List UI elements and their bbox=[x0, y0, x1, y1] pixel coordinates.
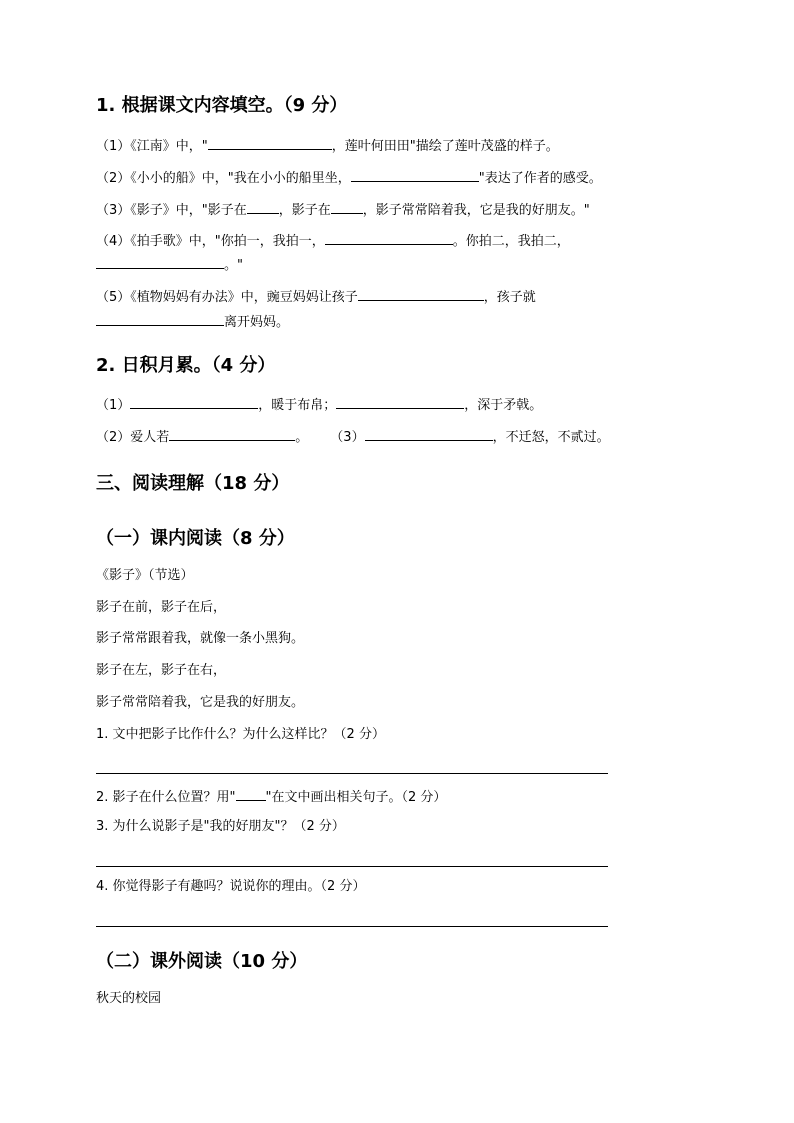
poem-line: 影子常常跟着我，就像一条小黑狗。 bbox=[96, 631, 305, 646]
s2-q2-text-a: （2）爱人若 bbox=[96, 430, 170, 445]
s2-q3-text-a: （3） bbox=[330, 430, 365, 445]
part2-passage-title: 秋天的校园 bbox=[96, 991, 162, 1006]
s1-q1-text-b: ，莲叶何田田"描绘了莲叶茂盛的样子。 bbox=[331, 139, 559, 154]
part1-q2-text-b: "在文中画出相关句子。（2 分） bbox=[265, 790, 447, 805]
s2-q1-blank-2[interactable] bbox=[336, 394, 464, 409]
answer-line-q3[interactable] bbox=[96, 866, 608, 867]
s2-q2-blank[interactable] bbox=[169, 426, 295, 441]
s1-q3 bbox=[96, 199, 590, 220]
s2-q3-text-b: ，不迁怒，不贰过。 bbox=[492, 430, 610, 445]
part1-q2-text-a: 2. 影子在什么位置？用" bbox=[96, 790, 236, 805]
s1-q5 bbox=[96, 286, 536, 307]
s1-q3-text-c: ，影子常常陪着我，它是我的好朋友。" bbox=[362, 203, 590, 218]
answer-line-q4[interactable] bbox=[96, 926, 608, 927]
s1-q3-text-b: ，影子在 bbox=[278, 203, 331, 218]
s1-q3-blank-1[interactable] bbox=[247, 199, 279, 214]
s1-q4-text-c: 。" bbox=[224, 258, 243, 273]
s2-q2 bbox=[96, 426, 610, 447]
s1-q5-blank-2[interactable] bbox=[96, 311, 224, 326]
s1-q5-text-c: 离开妈妈。 bbox=[224, 315, 290, 330]
s2-q1-text-b: ，暖于布帛； bbox=[258, 398, 337, 413]
part1-source: 《影子》（节选） bbox=[96, 568, 194, 583]
part1-q3: 3. 为什么说影子是"我的好朋友"？（2 分） bbox=[96, 819, 345, 834]
poem-line: 影子在前，影子在后， bbox=[96, 600, 227, 615]
s1-q5-blank-1[interactable] bbox=[358, 286, 484, 301]
answer-line-q1[interactable] bbox=[96, 773, 608, 774]
s1-q3-blank-2[interactable] bbox=[331, 199, 363, 214]
s2-q1-text-c: ，深于矛戟。 bbox=[464, 398, 543, 413]
part2-title: （二）课外阅读（10 分） bbox=[96, 951, 308, 972]
s1-q4-blank-1[interactable] bbox=[325, 230, 453, 245]
section3-title: 三、阅读理解（18 分） bbox=[96, 473, 290, 494]
s1-q2-text-a: （2）《小小的船》中，"我在小小的船里坐， bbox=[96, 171, 351, 186]
s1-q4-text-a: （4）《拍手歌》中，"你拍一，我拍一， bbox=[96, 234, 325, 249]
section1-title: 1. 根据课文内容填空。（9 分） bbox=[96, 95, 348, 116]
s2-q2-text-b: 。 bbox=[295, 430, 309, 445]
s1-q4-cont bbox=[96, 254, 243, 275]
s1-q3-text-a: （3）《影子》中，"影子在 bbox=[96, 203, 247, 218]
s1-q5-cont bbox=[96, 311, 289, 332]
s1-q1-text-a: （1）《江南》中，" bbox=[96, 139, 208, 154]
s1-q4-blank-2[interactable] bbox=[96, 254, 224, 269]
s1-q2-blank[interactable] bbox=[351, 167, 479, 182]
s2-q1 bbox=[96, 394, 542, 415]
part1-title: （一）课内阅读（8 分） bbox=[96, 528, 295, 549]
part1-q1: 1. 文中把影子比作什么？为什么这样比？（2 分） bbox=[96, 727, 385, 742]
s1-q1-blank[interactable] bbox=[208, 135, 332, 150]
part1-q2 bbox=[96, 786, 446, 807]
s1-q4 bbox=[96, 230, 570, 251]
s1-q1 bbox=[96, 135, 559, 156]
s2-q1-text-a: （1） bbox=[96, 398, 131, 413]
poem-line: 影子常常陪着我，它是我的好朋友。 bbox=[96, 695, 305, 710]
s1-q5-text-b: ，孩子就 bbox=[483, 290, 536, 305]
section2-title: 2. 日积月累。（4 分） bbox=[96, 355, 276, 376]
part1-q4: 4. 你觉得影子有趣吗？说说你的理由。（2 分） bbox=[96, 879, 366, 894]
poem-line: 影子在左，影子在右， bbox=[96, 663, 227, 678]
s1-q4-text-b: 。你拍二，我拍二， bbox=[452, 234, 570, 249]
s1-q5-text-a: （5）《植物妈妈有办法》中，豌豆妈妈让孩子 bbox=[96, 290, 358, 305]
s1-q2 bbox=[96, 167, 602, 188]
part1-q2-underline-sample bbox=[236, 786, 266, 801]
s1-q2-text-b: "表达了作者的感受。 bbox=[478, 171, 602, 186]
s2-q1-blank-1[interactable] bbox=[130, 394, 258, 409]
s2-q3-blank[interactable] bbox=[365, 426, 493, 441]
